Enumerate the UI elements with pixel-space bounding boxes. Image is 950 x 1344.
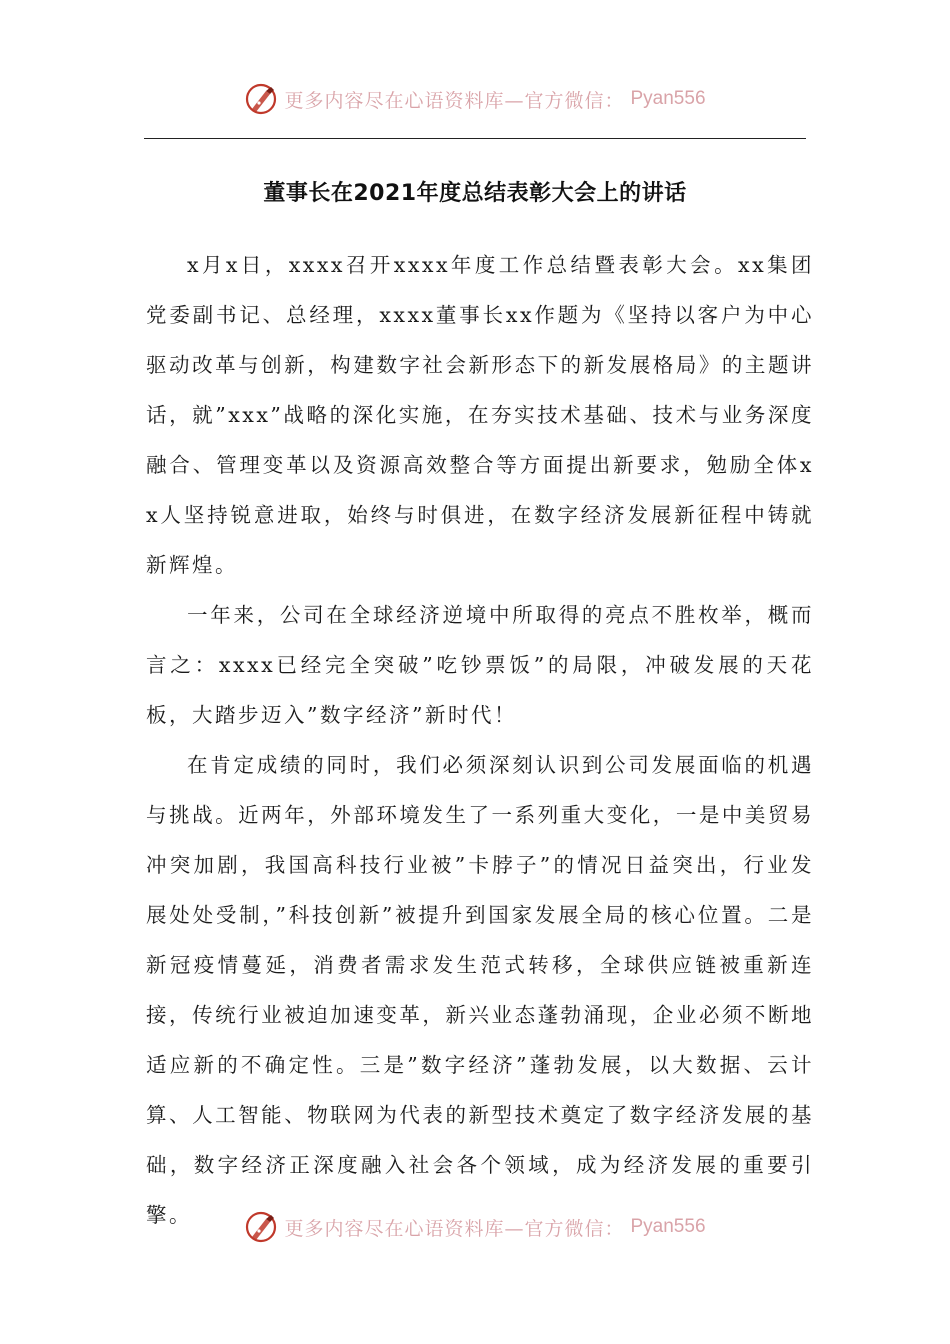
footer-banner-handle: Pyan556 [630, 1216, 706, 1237]
header-banner-handle: Pyan556 [630, 88, 706, 109]
header-banner-text: 更多内容尽在心语资料库—官方微信： [284, 89, 625, 112]
pen-nib-logo-icon [244, 1210, 278, 1244]
footer-watermark-banner [0, 1210, 950, 1244]
header-watermark-banner [0, 82, 950, 116]
header-divider [144, 138, 806, 139]
pen-nib-logo-icon [244, 82, 278, 116]
footer-banner-text: 更多内容尽在心语资料库—官方微信： [284, 1217, 625, 1240]
paragraph-2: 一年来，公司在全球经济逆境中所取得的亮点不胜枚举，概而言之：xxxx已经完全突破”吃钞票饭”的局限，冲破发展的天花板，大踏步迈入”数字经济”新时代！ [146, 603, 814, 727]
paragraph-3: 在肯定成绩的同时，我们必须深刻认识到公司发展面临的机遇与挑战。近两年，外部环境发生了一系列重大变化，一是中美贸易冲突加剧，我国高科技行业被”卡脖子”的情况日益突出，行业发展处处受制，”科技创新”被提升到国家发展全局的核心位置。二是新冠疫情蔓延，消费者需求发生范式转移，全球供应链被重新连接，传统行业被迫加速变革，新兴业态蓬勃涌现，企业必须不断地适应新的不确定性。三是”数字经济”蓬勃发展，以大数据、云计算、人工智能、物联网为代表的新型技术奠定了数字经济发展的基础，数字经济正深度融入社会各个领域，成为经济发展的重要引擎。 [146, 753, 814, 1227]
document-body [146, 240, 814, 1240]
document-title: 董事长在2021年度总结表彰大会上的讲话 [263, 181, 687, 206]
paragraph-1: x月x日，xxxx召开xxxx年度工作总结暨表彰大会。xx集团党委副书记、总经理，xxxx董事长xx作题为《坚持以客户为中心驱动改革与创新，构建数字社会新形态下的新发展格局》的主题讲话，就”xxx”战略的深化实施，在夯实技术基础、技术与业务深度融合、管理变革以及资源高效整合等方面提出新要求，勉励全体xx人坚持锐意进取，始终与时俱进，在数字经济发展新征程中铸就新辉煌。 [146, 253, 814, 577]
